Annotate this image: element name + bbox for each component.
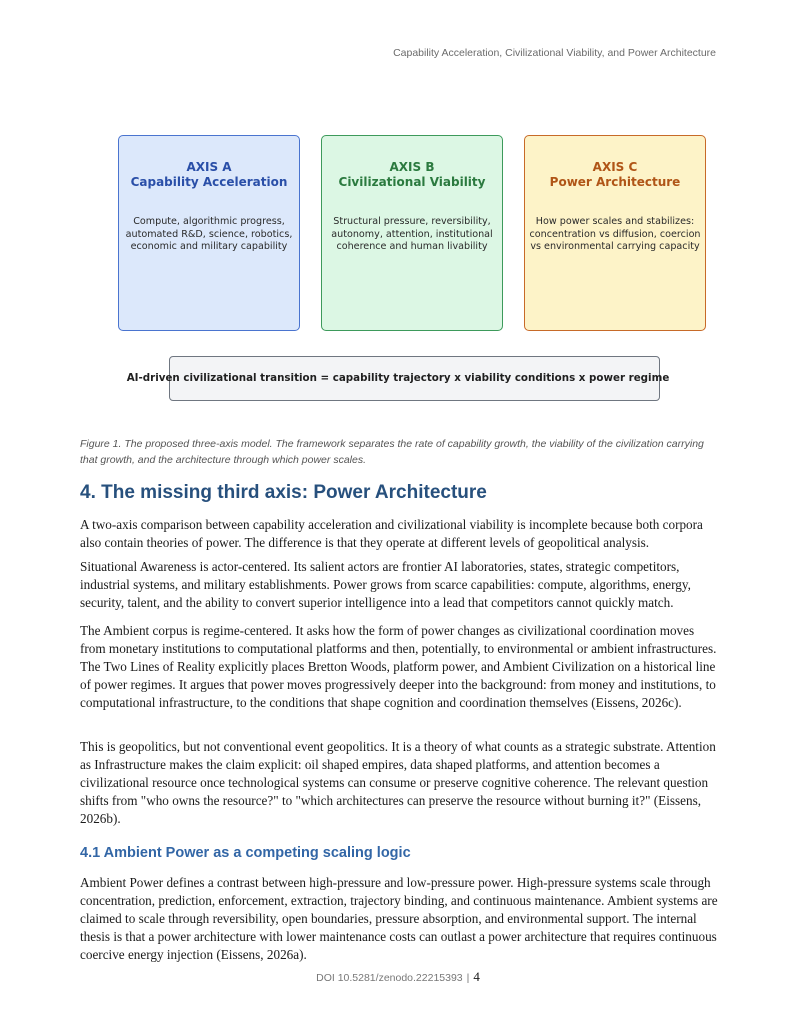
page-footer	[0, 969, 796, 985]
subsection-paragraph-1: Ambient Power defines a contrast between high-pressure and low-pressure power. High-pressure systems scale through concentration, prediction, enforcement, extraction, trajectory binding, and continuous maintenance. Ambient systems are claimed to scale through reversibility, open boundaries, pressure absorption, and environmental support. The internal thesis is that a power architecture with lower maintenance costs can outlast a power architecture that requires continuous coercive energy injection (Eissens, 2026a).	[80, 875, 718, 962]
axis-b-name: Civilizational Viability	[338, 175, 486, 189]
axis-a-box	[118, 135, 300, 331]
axis-b-box	[321, 135, 503, 331]
section-paragraph-2: Situational Awareness is actor-centered. Its salient actors are frontier AI laboratories, states, strategic competitors, industrial systems, and military establishments. Power grows from scarce capabilities: compute, algorithms, energy, security, talent, and the ability to convert superior intelligence into a lead that competitors cannot quickly match.	[80, 559, 691, 610]
axis-c-tag: AXIS C	[592, 160, 638, 174]
three-axis-figure	[0, 0, 796, 420]
section-paragraph-4: This is geopolitics, but not conventional event geopolitics. It is a theory of what counts as a strategic substrate. Attention as Infrastructure makes the claim explicit: oil shaped empires, data shaped platforms, and attention becomes a civilizational resource once technological systems can consume or preserve cognitive coherence. The relevant question shifts from "who owns the resource?" to "which architectures can preserve the resource without burning it?" (Eissens, 2026b).	[80, 739, 716, 826]
equation-text: AI-driven civilizational transition = capability trajectory x viability conditions x power regime	[126, 372, 670, 384]
doi-text: DOI 10.5281/zenodo.22215393	[316, 972, 463, 984]
axis-a-name: Capability Acceleration	[130, 175, 288, 189]
page-number: 4	[473, 969, 480, 984]
axis-a-description: Compute, algorithmic progress, automated R&D, science, robotics, economic and military capability	[125, 216, 293, 252]
subsection-title: 4.1 Ambient Power as a competing scaling logic	[80, 845, 411, 861]
section-paragraph-3: The Ambient corpus is regime-centered. It asks how the form of power changes as civilizational coordination moves from monetary institutions to computational platforms and then, potentially, to environmental or ambient infrastructures. The Two Lines of Reality explicitly places Bretton Woods, platform power, and Ambient Civilization on a historical line of power regimes. It argues that power moves progressively deeper into the background: from money and institutions, to computational infrastructure, to the conditions that shape cognition and coordination themselves (Eissens, 2026c).	[80, 623, 717, 710]
figure-caption: Figure 1. The proposed three-axis model. The framework separates the rate of capability growth, the viability of the civilization carrying that growth, and the architecture through which power scales.	[80, 438, 704, 466]
axis-c-box	[524, 135, 706, 331]
axis-b-description: Structural pressure, reversibility, autonomy, attention, institutional coherence and human livability	[331, 216, 493, 252]
axis-c-name: Power Architecture	[549, 175, 681, 189]
axis-a-tag: AXIS A	[186, 160, 232, 174]
footer-separator: |	[466, 972, 470, 984]
axis-c-description: How power scales and stabilizes: concentration vs diffusion, coercion vs environmental carrying capacity	[529, 216, 701, 252]
section-paragraph-1: A two-axis comparison between capability acceleration and civilizational viability is incomplete because both corpora also contain theories of power. The difference is that they operate at different levels of geopolitical analysis.	[80, 517, 703, 550]
section-title: 4. The missing third axis: Power Architecture	[80, 482, 487, 503]
running-head: Capability Acceleration, Civilizational Viability, and Power Architecture	[393, 47, 716, 59]
axis-b-tag: AXIS B	[389, 160, 435, 174]
